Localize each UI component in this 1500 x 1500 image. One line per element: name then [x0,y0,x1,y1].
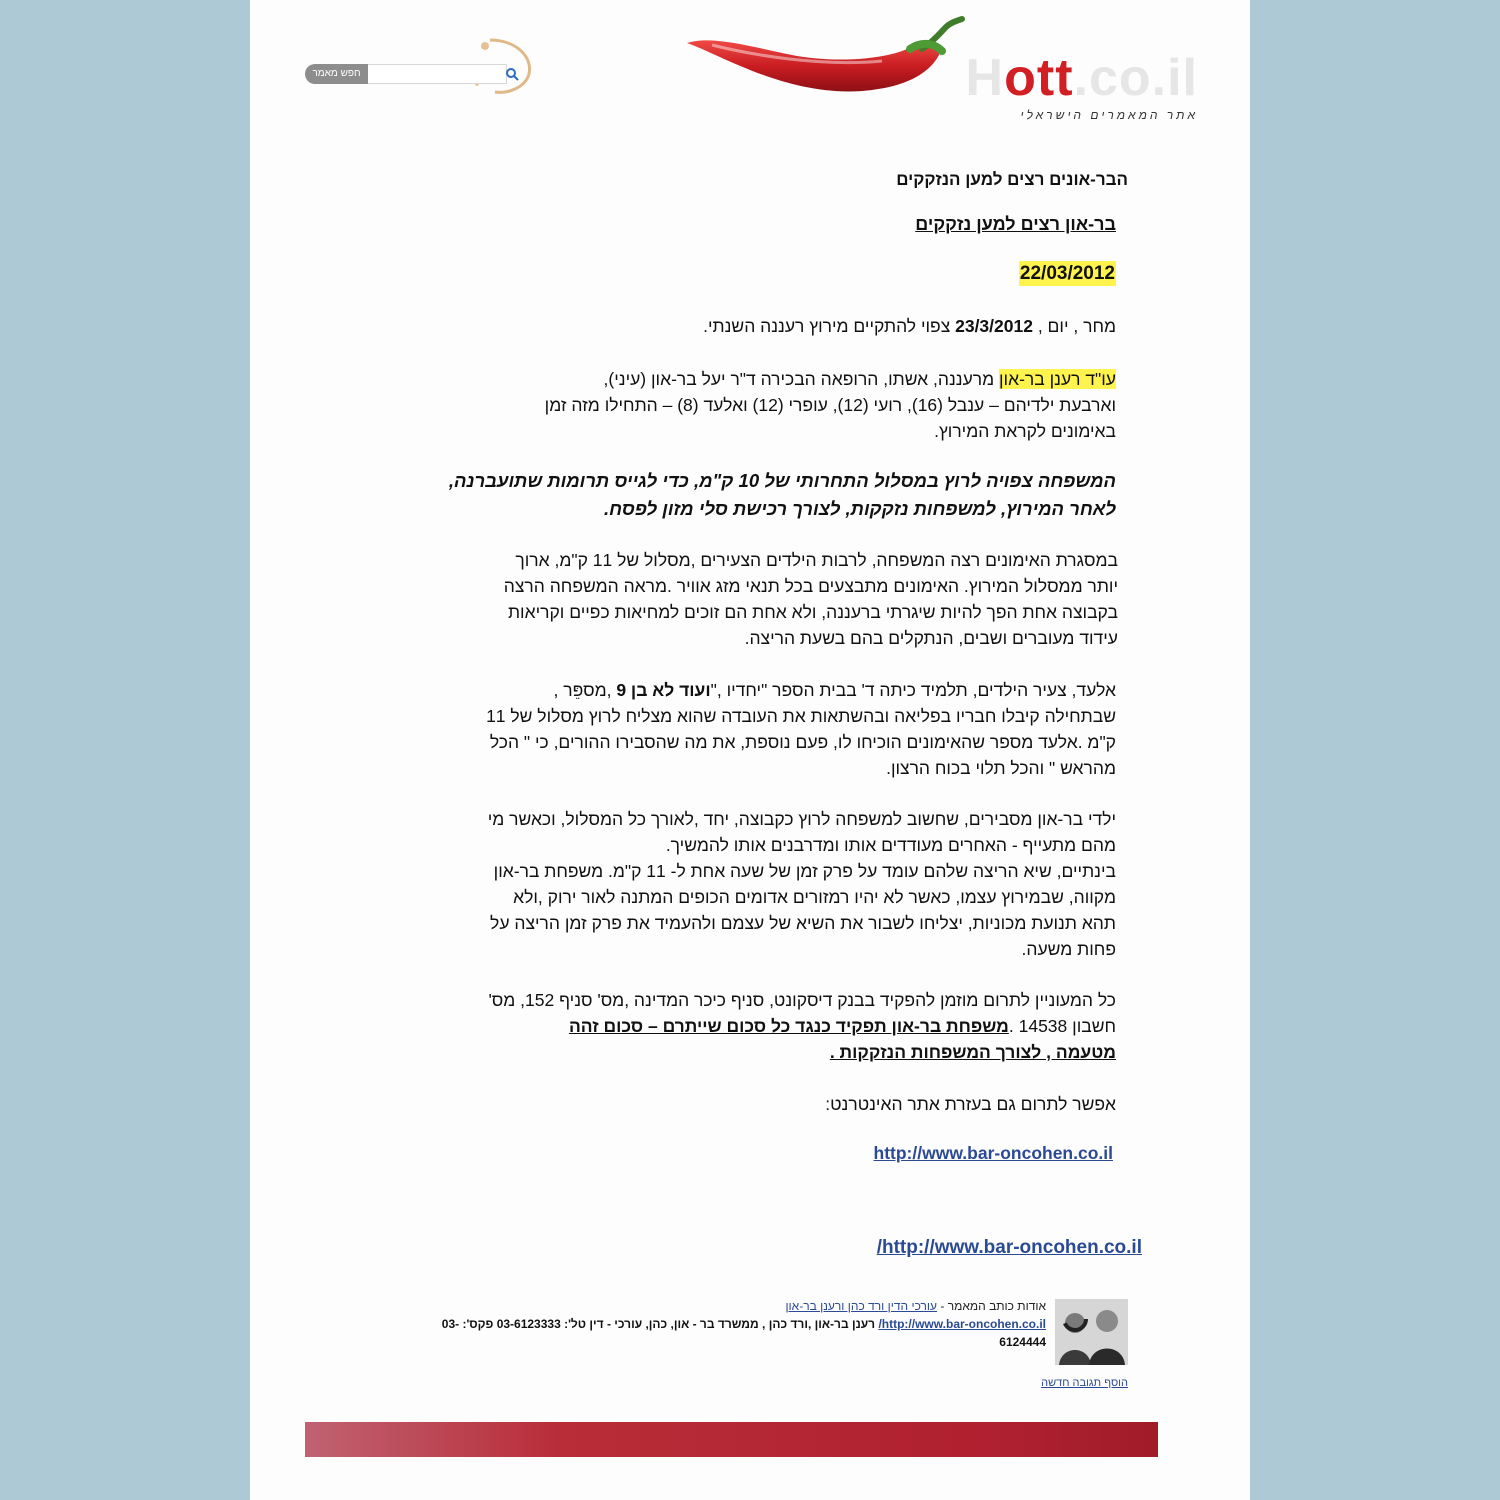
article-title: הבר-אונים רצים למען הנזקקים [896,170,1128,189]
chili-pepper-logo-icon [682,15,972,105]
article-date: 22/03/2012 [1019,263,1115,284]
website-link-1[interactable]: http://www.bar-oncohen.co.il [873,1143,1113,1163]
paragraph-4: במסגרת האימונים רצה המשפחה, לרבות הילדים הצעירים ,מסלול של 11 ק"מ, ארוך יותר ממסלול המירוץ. האימונים מתבצעים בכל תנאי מזג אוויר .מראה המשפחה הרצה בקבוצה אחת הפך להיות שיגרתי ברעננה, ולא אחת הם זוכים למחיאות כפיים וקריאות עידוד מעוברים ושבים, הנתקלים בהם בשעת הריצה. [503,550,1118,648]
paragraph-6: ילדי בר-און מסבירים, שחשוב למשפחה לרוץ כקבוצה, יחד ,לאורך כל המסלול, וכאשר מי מהם מתעייף - האחרים מעודדים אותו ומדרבנים אותו להמשיך. בינתיים, שיא הריצה שלהם עומד על פרק זמן של שעה אחת ל- 11 ק"מ. משפחת בר-און מקווה, שבמירוץ עצמו, כאשר לא יהיו רמזורים אדומים הכופים המתנה לאור ירוק ,ולא תהא תנועת מכוניות, יצליחו לשבור את השיא של עצמם ולהעמיד את פרק זמן הריצה על פחות משעה. [487,809,1116,959]
author-label: אודות כותב המאמר - עורכי הדין ורד כהן ורענן בר-און [785,1299,1046,1313]
author-avatar [1055,1299,1128,1365]
search-bar [305,64,523,84]
search-input[interactable] [368,64,507,84]
search-button[interactable]: חפש מאמר [305,64,368,84]
paragraph-5: אלעד, צעיר הילדים, תלמיד כיתה ד' בבית הספר "יחדיו ,"ועוד לא בן 9 ,מספֵּר , שבתחילה קיבלו חבריו בפליאה ובהשתאות את העובדה שהוא מצליח לרוץ מסלול של 11 ק"מ .אלעד מספר שהאימונים הוכיחו לו, פעם נוספת, את מה שהסבירו ההורים, כי " הכל מהראש " והכל תלוי בכוח הרצון. [486,680,1116,778]
website-link-2[interactable]: http://www.bar-oncohen.co.il/ [876,1237,1142,1258]
paragraph-7-donation: כל המעוניין לתרום מוזמן להפקיד בבנק דיסקונט, סניף כיכר המדינה ,מס' סניף 152, מס' חשבון 14538 .משפחת בר-און תפקיד כנגד כל סכום שייתרם – סכום זהה מטעמה , לצורך המשפחות הנזקקות . [488,990,1116,1062]
paragraph-2: עו"ד רענן בר-און מרעננה, אשתו, הרופאה הבכירה ד"ר יעל בר-און (עיני), וארבעת ילדיהם – ענבל (16), רועי (12), עופרי (12) ואלעד (8) – התחילו מזה זמן באימונים לקראת המירוץ. [544,369,1116,441]
brand-name: Hott.co.il [965,49,1198,107]
author-photo-icon [1055,1299,1128,1365]
article-subtitle: בר-און רצים למען נזקקים [915,214,1116,234]
paragraph-8: אפשר לתרום גם בעזרת אתר האינטרנט: [825,1094,1116,1114]
article-page [250,0,1250,1500]
brand-tagline: אתר המאמרים הישראלי [1020,108,1198,122]
search-icon[interactable] [505,67,519,81]
bottom-decorative-bar [305,1422,1158,1457]
author-box [305,1283,1150,1408]
brand-logo[interactable] [965,49,1198,122]
add-reply-link[interactable]: הוסף תגובה חדשה [1041,1377,1128,1389]
paragraph-1: מחר , יום , 23/3/2012 צפוי להתקיים מירוץ רעננה השנתי. [703,316,1116,336]
author-description: http://www.bar-oncohen.co.il/ רענן בר-און ,ורד כהן , ממשרד בר - און, כהן, עורכי - דין טל': 03-6123333 פקס': -03 6124444 [441,1317,1046,1349]
author-site-link[interactable]: http://www.bar-oncohen.co.il/ [878,1317,1046,1331]
paragraph-3-emphasis: המשפחה צפויה לרוץ במסלול התחרותי של 10 ק"מ, כדי לגייס תרומות שתועברנה, לאחר המירוץ, למשפחות נזקקות, לצורך רכישת סלי מזון לפסח. [448,470,1116,519]
author-link[interactable]: עורכי הדין ורד כהן ורענן בר-און [785,1299,938,1313]
